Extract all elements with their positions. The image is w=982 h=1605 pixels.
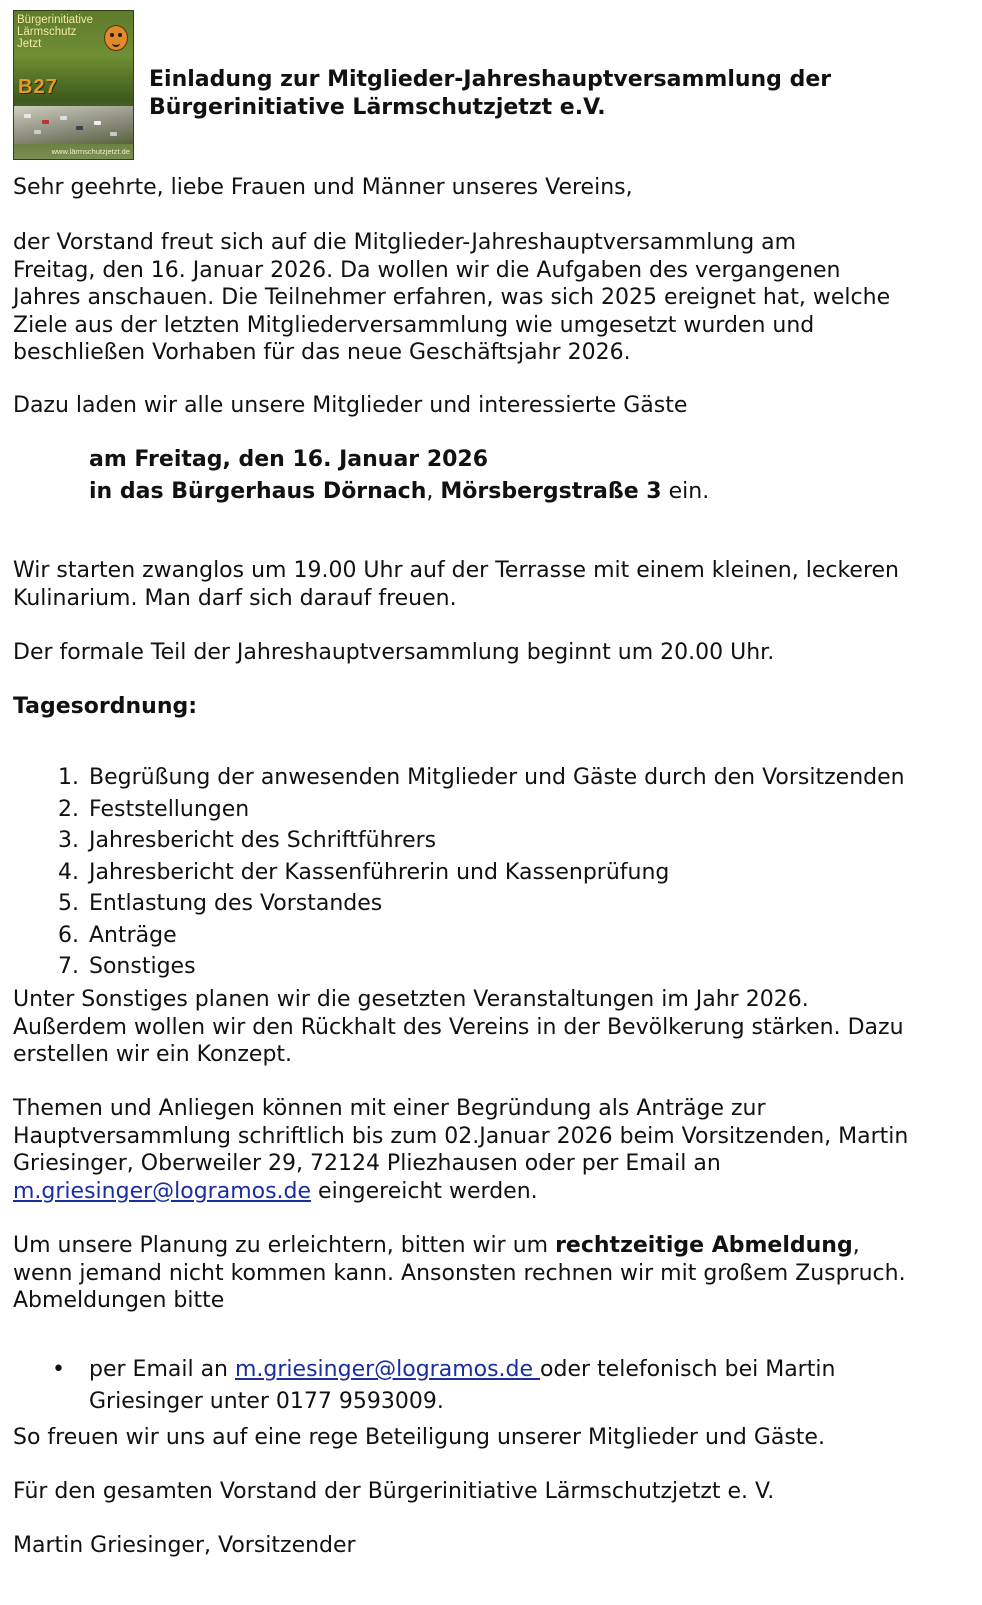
agenda-text: Entlastung des Vorstandes	[89, 891, 383, 916]
agenda-number: 1.	[58, 765, 79, 790]
page-title	[149, 66, 949, 122]
list-item	[52, 1354, 969, 1417]
agenda-number: 4.	[58, 859, 79, 885]
intro-line: Jahres anschauen. Die Teilnehmer erfahren, was sich 2025 ereignet hat, welche	[13, 285, 891, 310]
motions-paragraph	[13, 1095, 973, 1205]
intro-line: der Vorstand freut sich auf die Mitglieder-Jahreshauptversammlung am	[13, 230, 797, 255]
agenda-text: Begrüßung der anwesenden Mitglieder und Gäste durch den Vorsitzenden	[89, 765, 905, 790]
agenda-item	[58, 888, 969, 920]
agenda-text: Sonstiges	[89, 954, 196, 979]
misc-line: Außerdem wollen wir den Rückhalt des Vereins in der Bevölkerung stärken. Dazu	[13, 1014, 904, 1040]
start-line: Wir starten zwanglos um 19.00 Uhr auf der Terrasse mit einem kleinen, leckeren	[13, 558, 899, 583]
signature: Martin Griesinger, Vorsitzender	[13, 1533, 356, 1558]
agenda-item	[58, 794, 969, 826]
agenda-heading-text: Tagesordnung:	[13, 694, 198, 719]
start-paragraph	[13, 557, 973, 612]
agenda-item	[58, 762, 969, 794]
formal-part-line: Der formale Teil der Jahreshauptversammlung beginnt um 20.00 Uhr.	[13, 640, 775, 665]
plan-emphasis: rechtzeitige Abmeldung	[555, 1233, 853, 1258]
venue-separator: ,	[426, 479, 441, 504]
title-line-2: Bürgerinitiative Lärmschutzjetzt e.V.	[149, 95, 606, 120]
venue-end: ein.	[661, 479, 710, 504]
agenda-item	[58, 920, 969, 952]
plan-line: wenn jemand nicht kommen kann. Ansonsten rechnen wir mit großem Zuspruch.	[13, 1260, 906, 1286]
plan-text: Um unsere Planung zu erleichtern, bitten wir um	[13, 1233, 556, 1258]
intro-line: beschließen Vorhaben für das neue Geschäftsjahr 2026.	[13, 340, 631, 365]
intro-paragraph	[13, 229, 973, 367]
logo-line-1: Bürgerinitiative	[17, 14, 94, 26]
logo-line-3: Jetzt	[17, 38, 42, 50]
misc-line: erstellen wir ein Konzept.	[13, 1042, 293, 1067]
agenda-item	[58, 951, 969, 983]
intro-line: Freitag, den 16. Januar 2026. Da wollen wir die Aufgaben des vergangenen	[13, 257, 841, 283]
plan-comma: ,	[852, 1233, 860, 1258]
event-venue: in das Bürgerhaus Dörnach	[89, 479, 427, 504]
cancellation-methods	[52, 1354, 969, 1417]
agenda-number: 3.	[58, 828, 79, 853]
greeting: Sehr geehrte, liebe Frauen und Männer unseres Vereins,	[13, 175, 633, 200]
logo-url: www.lärmschutzjetzt.de	[51, 147, 130, 156]
agenda-heading	[13, 693, 973, 721]
motions-line: Griesinger, Oberweiler 29, 72124 Pliezhausen oder per Email an	[13, 1151, 721, 1176]
motions-line: Themen und Anliegen können mit einer Begründung als Anträge zur	[13, 1096, 766, 1121]
misc-line: Unter Sonstiges planen wir die gesetzten Veranstaltungen im Jahr 2026.	[13, 987, 809, 1012]
closing-line: So freuen wir uns auf eine rege Beteiligung unserer Mitglieder und Gäste.	[13, 1425, 825, 1450]
agenda-text: Anträge	[89, 922, 177, 948]
organization-logo	[13, 10, 134, 160]
agenda-text: Jahresbericht des Schriftführers	[89, 828, 437, 853]
cancellation-paragraph	[13, 1232, 973, 1315]
bullet-text: oder telefonisch bei Martin	[540, 1357, 836, 1382]
motions-line-end: eingereicht werden.	[311, 1178, 538, 1204]
bullet-icon: •	[52, 1357, 65, 1382]
highway-image	[14, 106, 133, 144]
bullet-text: Griesinger unter 0177 9593009.	[89, 1388, 444, 1414]
agenda-text: Feststellungen	[89, 796, 250, 822]
agenda-text: Jahresbericht der Kassenführerin und Kassenprüfung	[89, 859, 670, 885]
event-date: am Freitag, den 16. Januar 2026	[89, 447, 489, 472]
event-address: Mörsbergstraße 3	[440, 479, 662, 504]
logo-line-2: Lärmschutz	[17, 26, 77, 38]
intro-line: Ziele aus der letzten Mitgliederversammlung wie umgesetzt wurden und	[13, 312, 815, 338]
agenda-number: 7.	[58, 954, 79, 979]
logo-text	[17, 14, 107, 50]
board-line: Für den gesamten Vorstand der Bürgerinitiative Lärmschutzjetzt e. V.	[13, 1479, 775, 1504]
title-line-1: Einladung zur Mitglieder-Jahreshauptversammlung der	[149, 67, 832, 92]
agenda-item	[58, 825, 969, 857]
agenda-number: 6.	[58, 922, 79, 948]
agenda-list	[58, 762, 969, 983]
agenda-number: 5.	[58, 891, 79, 916]
misc-paragraph	[13, 986, 973, 1069]
email-link[interactable]: m.griesinger@logramos.de	[235, 1357, 541, 1382]
road-badge: B27	[18, 76, 58, 98]
invite-line: Dazu laden wir alle unsere Mitglieder und interessierte Gäste	[13, 393, 688, 418]
agenda-number: 2.	[58, 796, 79, 822]
mascot-face-icon	[104, 25, 128, 51]
agenda-item	[58, 857, 969, 889]
email-link[interactable]: m.griesinger@logramos.de	[13, 1178, 312, 1204]
event-details	[89, 444, 969, 508]
bullet-text: per Email an	[89, 1357, 235, 1382]
plan-line: Abmeldungen bitte	[13, 1288, 225, 1313]
start-line: Kulinarium. Man darf sich darauf freuen.	[13, 585, 457, 611]
motions-line: Hauptversammlung schriftlich bis zum 02.Januar 2026 beim Vorsitzenden, Martin	[13, 1123, 909, 1149]
